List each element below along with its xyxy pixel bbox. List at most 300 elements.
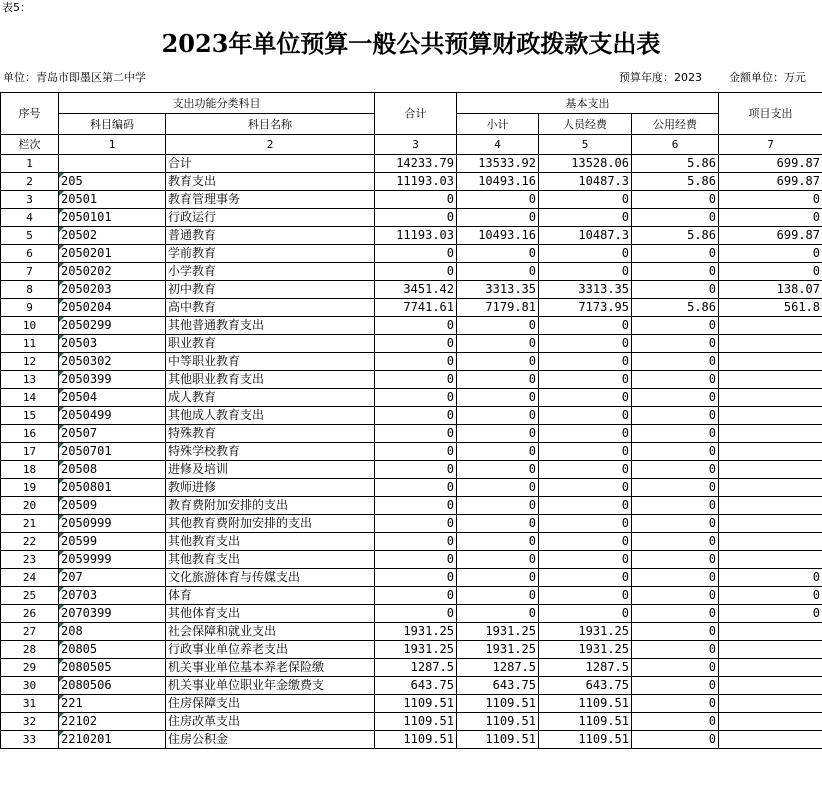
row-name: 合计 — [166, 155, 375, 173]
table-row — [1, 731, 822, 749]
row-seq: 3 — [1, 191, 59, 209]
table-row — [1, 155, 822, 173]
row-total: 0 — [375, 263, 457, 281]
row-total: 7741.61 — [375, 299, 457, 317]
row-total: 1109.51 — [375, 695, 457, 713]
row-subtotal: 1931.25 — [457, 641, 539, 659]
row-project: 0 — [719, 191, 822, 209]
row-seq: 7 — [1, 263, 59, 281]
row-project — [719, 461, 822, 479]
row-name: 其他普通教育支出 — [166, 317, 375, 335]
row-personnel: 0 — [539, 461, 632, 479]
row-seq: 16 — [1, 425, 59, 443]
expenditure-table — [0, 92, 822, 749]
row-name: 学前教育 — [166, 245, 375, 263]
table-row — [1, 281, 822, 299]
header-func-group: 支出功能分类科目 — [59, 93, 375, 114]
row-code: 2050204 — [59, 299, 166, 317]
row-code: 2050202 — [59, 263, 166, 281]
row-seq: 32 — [1, 713, 59, 731]
row-code: 2050499 — [59, 407, 166, 425]
row-total: 14233.79 — [375, 155, 457, 173]
table-row — [1, 659, 822, 677]
row-code: 2050203 — [59, 281, 166, 299]
row-total: 1931.25 — [375, 623, 457, 641]
table-row — [1, 263, 822, 281]
row-subtotal: 0 — [457, 605, 539, 623]
row-name: 中等职业教育 — [166, 353, 375, 371]
row-seq: 23 — [1, 551, 59, 569]
page-title: 2023年单位预算一般公共预算财政拨款支出表 — [161, 29, 661, 58]
row-subtotal: 0 — [457, 335, 539, 353]
row-code: 20509 — [59, 497, 166, 515]
row-public: 5.86 — [632, 299, 719, 317]
row-seq: 33 — [1, 731, 59, 749]
row-name: 其他成人教育支出 — [166, 407, 375, 425]
header-subtotal: 小计 — [457, 114, 539, 135]
row-total: 0 — [375, 353, 457, 371]
row-personnel: 0 — [539, 389, 632, 407]
row-project — [719, 497, 822, 515]
row-seq: 2 — [1, 173, 59, 191]
row-public: 5.86 — [632, 227, 719, 245]
table-row — [1, 677, 822, 695]
row-total: 0 — [375, 389, 457, 407]
row-name: 特殊学校教育 — [166, 443, 375, 461]
row-name: 教育支出 — [166, 173, 375, 191]
row-personnel: 0 — [539, 551, 632, 569]
row-name: 成人教育 — [166, 389, 375, 407]
row-total: 0 — [375, 551, 457, 569]
row-total: 11193.03 — [375, 173, 457, 191]
row-seq: 13 — [1, 371, 59, 389]
row-code: 2050801 — [59, 479, 166, 497]
row-total: 0 — [375, 497, 457, 515]
row-seq: 24 — [1, 569, 59, 587]
table-body — [1, 155, 822, 749]
row-code: 20507 — [59, 425, 166, 443]
row-subtotal: 0 — [457, 443, 539, 461]
row-public: 0 — [632, 407, 719, 425]
row-personnel: 7173.95 — [539, 299, 632, 317]
table-row — [1, 515, 822, 533]
row-subtotal: 0 — [457, 371, 539, 389]
row-project — [719, 335, 822, 353]
row-code: 207 — [59, 569, 166, 587]
row-public: 0 — [632, 677, 719, 695]
row-code: 20502 — [59, 227, 166, 245]
col-index-5: 5 — [539, 135, 632, 155]
row-personnel: 1109.51 — [539, 731, 632, 749]
row-code — [59, 155, 166, 173]
row-project: 0 — [719, 263, 822, 281]
col-index-2: 2 — [166, 135, 375, 155]
row-seq: 17 — [1, 443, 59, 461]
row-code: 20503 — [59, 335, 166, 353]
row-name: 其他教育支出 — [166, 533, 375, 551]
row-subtotal: 1109.51 — [457, 695, 539, 713]
row-public: 0 — [632, 587, 719, 605]
row-project — [719, 533, 822, 551]
col-index-7: 7 — [719, 135, 822, 155]
col-index-3: 3 — [375, 135, 457, 155]
row-project: 138.07 — [719, 281, 822, 299]
row-code: 208 — [59, 623, 166, 641]
row-subtotal: 0 — [457, 461, 539, 479]
table-row — [1, 353, 822, 371]
row-code: 2080505 — [59, 659, 166, 677]
row-total: 0 — [375, 425, 457, 443]
row-public: 5.86 — [632, 173, 719, 191]
row-seq: 20 — [1, 497, 59, 515]
row-subtotal: 1109.51 — [457, 713, 539, 731]
table-row — [1, 641, 822, 659]
table-row — [1, 425, 822, 443]
row-code: 2050201 — [59, 245, 166, 263]
row-subtotal: 0 — [457, 533, 539, 551]
row-name: 职业教育 — [166, 335, 375, 353]
row-total: 0 — [375, 245, 457, 263]
row-public: 0 — [632, 461, 719, 479]
row-public: 0 — [632, 263, 719, 281]
row-public: 0 — [632, 209, 719, 227]
row-name: 社会保障和就业支出 — [166, 623, 375, 641]
table-row — [1, 335, 822, 353]
budget-year-label: 预算年度：2023 — [619, 71, 702, 84]
row-total: 1287.5 — [375, 659, 457, 677]
row-public: 0 — [632, 551, 719, 569]
row-total: 0 — [375, 569, 457, 587]
row-subtotal: 1109.51 — [457, 731, 539, 749]
table-row — [1, 461, 822, 479]
row-name: 小学教育 — [166, 263, 375, 281]
row-project: 0 — [719, 587, 822, 605]
row-public: 0 — [632, 425, 719, 443]
row-personnel: 0 — [539, 425, 632, 443]
row-project: 699.87 — [719, 173, 822, 191]
row-public: 0 — [632, 191, 719, 209]
row-project — [719, 425, 822, 443]
row-seq: 4 — [1, 209, 59, 227]
col-index-1: 1 — [59, 135, 166, 155]
table-row — [1, 389, 822, 407]
row-name: 行政事业单位养老支出 — [166, 641, 375, 659]
row-project — [719, 551, 822, 569]
row-subtotal: 643.75 — [457, 677, 539, 695]
table-row — [1, 191, 822, 209]
table-row — [1, 245, 822, 263]
col-index-6: 6 — [632, 135, 719, 155]
row-personnel: 0 — [539, 515, 632, 533]
row-personnel: 0 — [539, 335, 632, 353]
sheet-tag: 表5： — [2, 1, 31, 14]
row-public: 0 — [632, 623, 719, 641]
row-personnel: 0 — [539, 497, 632, 515]
row-subtotal: 0 — [457, 587, 539, 605]
row-subtotal: 0 — [457, 389, 539, 407]
row-total: 1109.51 — [375, 731, 457, 749]
row-code: 2050999 — [59, 515, 166, 533]
row-subtotal: 0 — [457, 245, 539, 263]
row-total: 1109.51 — [375, 713, 457, 731]
row-name: 特殊教育 — [166, 425, 375, 443]
row-public: 0 — [632, 245, 719, 263]
row-project — [719, 659, 822, 677]
col-index-4: 4 — [457, 135, 539, 155]
row-personnel: 10487.3 — [539, 173, 632, 191]
row-personnel: 643.75 — [539, 677, 632, 695]
row-personnel: 0 — [539, 191, 632, 209]
row-seq: 21 — [1, 515, 59, 533]
row-project: 699.87 — [719, 155, 822, 173]
row-name: 进修及培训 — [166, 461, 375, 479]
row-public: 0 — [632, 335, 719, 353]
table-row — [1, 443, 822, 461]
row-seq: 6 — [1, 245, 59, 263]
row-public: 0 — [632, 443, 719, 461]
table-row — [1, 479, 822, 497]
row-name: 其他职业教育支出 — [166, 371, 375, 389]
row-project: 0 — [719, 245, 822, 263]
row-total: 0 — [375, 317, 457, 335]
row-code: 20805 — [59, 641, 166, 659]
row-name: 住房改革支出 — [166, 713, 375, 731]
row-seq: 28 — [1, 641, 59, 659]
row-seq: 15 — [1, 407, 59, 425]
row-code: 2050399 — [59, 371, 166, 389]
row-seq: 22 — [1, 533, 59, 551]
row-subtotal: 0 — [457, 551, 539, 569]
row-project — [719, 677, 822, 695]
row-project — [719, 407, 822, 425]
row-name: 行政运行 — [166, 209, 375, 227]
row-subtotal: 0 — [457, 425, 539, 443]
row-name: 教育管理事务 — [166, 191, 375, 209]
row-personnel: 0 — [539, 587, 632, 605]
row-code: 20504 — [59, 389, 166, 407]
row-code: 2050299 — [59, 317, 166, 335]
table-row — [1, 227, 822, 245]
row-project — [719, 713, 822, 731]
row-seq: 11 — [1, 335, 59, 353]
row-project — [719, 479, 822, 497]
row-public: 0 — [632, 497, 719, 515]
row-total: 0 — [375, 371, 457, 389]
table-row — [1, 551, 822, 569]
row-project: 0 — [719, 569, 822, 587]
row-seq: 31 — [1, 695, 59, 713]
row-seq: 25 — [1, 587, 59, 605]
row-personnel: 13528.06 — [539, 155, 632, 173]
header-code: 科目编码 — [59, 114, 166, 135]
row-personnel: 3313.35 — [539, 281, 632, 299]
row-project — [719, 353, 822, 371]
row-personnel: 1287.5 — [539, 659, 632, 677]
header-seq: 序号 — [1, 93, 59, 135]
row-total: 0 — [375, 407, 457, 425]
row-seq: 12 — [1, 353, 59, 371]
row-public: 0 — [632, 695, 719, 713]
table-row — [1, 533, 822, 551]
row-project — [719, 443, 822, 461]
row-personnel: 0 — [539, 371, 632, 389]
row-name: 文化旅游体育与传媒支出 — [166, 569, 375, 587]
row-seq: 5 — [1, 227, 59, 245]
row-subtotal: 0 — [457, 191, 539, 209]
table-row — [1, 371, 822, 389]
row-subtotal: 0 — [457, 407, 539, 425]
money-unit-label: 金额单位：万元 — [729, 71, 806, 84]
row-code: 2080506 — [59, 677, 166, 695]
row-project — [719, 623, 822, 641]
row-total: 1931.25 — [375, 641, 457, 659]
row-name: 初中教育 — [166, 281, 375, 299]
row-project — [719, 731, 822, 749]
row-subtotal: 0 — [457, 569, 539, 587]
row-total: 0 — [375, 605, 457, 623]
row-project: 0 — [719, 605, 822, 623]
row-public: 0 — [632, 659, 719, 677]
row-seq: 27 — [1, 623, 59, 641]
row-personnel: 0 — [539, 443, 632, 461]
row-subtotal: 10493.16 — [457, 173, 539, 191]
row-name: 住房公积金 — [166, 731, 375, 749]
row-seq: 29 — [1, 659, 59, 677]
unit-label: 单位：青岛市即墨区第二中学 — [3, 71, 146, 84]
table-row — [1, 605, 822, 623]
row-code: 20703 — [59, 587, 166, 605]
row-name: 住房保障支出 — [166, 695, 375, 713]
row-name: 教育费附加安排的支出 — [166, 497, 375, 515]
row-personnel: 1931.25 — [539, 623, 632, 641]
row-subtotal: 0 — [457, 515, 539, 533]
row-public: 5.86 — [632, 155, 719, 173]
row-total: 11193.03 — [375, 227, 457, 245]
row-total: 0 — [375, 443, 457, 461]
row-public: 0 — [632, 281, 719, 299]
row-personnel: 0 — [539, 263, 632, 281]
row-name: 高中教育 — [166, 299, 375, 317]
header-total: 合计 — [375, 93, 457, 135]
row-code: 2059999 — [59, 551, 166, 569]
row-subtotal: 3313.35 — [457, 281, 539, 299]
row-code: 20599 — [59, 533, 166, 551]
row-personnel: 0 — [539, 317, 632, 335]
row-total: 643.75 — [375, 677, 457, 695]
row-name: 机关事业单位职业年金缴费支 — [166, 677, 375, 695]
table-row — [1, 695, 822, 713]
row-seq: 30 — [1, 677, 59, 695]
row-project: 699.87 — [719, 227, 822, 245]
row-subtotal: 1931.25 — [457, 623, 539, 641]
row-personnel: 0 — [539, 407, 632, 425]
row-subtotal: 0 — [457, 353, 539, 371]
row-code: 2070399 — [59, 605, 166, 623]
row-project — [719, 389, 822, 407]
row-public: 0 — [632, 605, 719, 623]
row-seq: 14 — [1, 389, 59, 407]
row-code: 2210201 — [59, 731, 166, 749]
row-personnel: 0 — [539, 245, 632, 263]
row-public: 0 — [632, 533, 719, 551]
table-row — [1, 569, 822, 587]
table-row — [1, 713, 822, 731]
row-total: 0 — [375, 209, 457, 227]
row-project: 0 — [719, 209, 822, 227]
row-code: 2050302 — [59, 353, 166, 371]
table-row — [1, 587, 822, 605]
row-seq: 19 — [1, 479, 59, 497]
row-subtotal: 10493.16 — [457, 227, 539, 245]
col-index-label: 栏次 — [1, 135, 59, 155]
row-name: 其他教育费附加安排的支出 — [166, 515, 375, 533]
row-public: 0 — [632, 389, 719, 407]
header-basic: 基本支出 — [457, 93, 719, 114]
row-seq: 18 — [1, 461, 59, 479]
row-subtotal: 0 — [457, 479, 539, 497]
header-project: 项目支出 — [719, 93, 822, 135]
row-subtotal: 0 — [457, 263, 539, 281]
row-seq: 10 — [1, 317, 59, 335]
row-name: 体育 — [166, 587, 375, 605]
row-personnel: 0 — [539, 209, 632, 227]
row-project — [719, 317, 822, 335]
table-row — [1, 209, 822, 227]
row-personnel: 10487.3 — [539, 227, 632, 245]
row-public: 0 — [632, 713, 719, 731]
row-code: 20501 — [59, 191, 166, 209]
row-public: 0 — [632, 515, 719, 533]
row-name: 其他体育支出 — [166, 605, 375, 623]
row-project — [719, 371, 822, 389]
row-code: 221 — [59, 695, 166, 713]
row-personnel: 0 — [539, 479, 632, 497]
row-subtotal: 7179.81 — [457, 299, 539, 317]
row-name: 教师进修 — [166, 479, 375, 497]
row-public: 0 — [632, 371, 719, 389]
row-public: 0 — [632, 641, 719, 659]
row-subtotal: 0 — [457, 317, 539, 335]
table-row — [1, 173, 822, 191]
table-row — [1, 623, 822, 641]
table-row — [1, 317, 822, 335]
row-code: 20508 — [59, 461, 166, 479]
row-code: 205 — [59, 173, 166, 191]
table-row — [1, 299, 822, 317]
row-total: 0 — [375, 461, 457, 479]
row-seq: 1 — [1, 155, 59, 173]
row-subtotal: 0 — [457, 497, 539, 515]
row-personnel: 0 — [539, 353, 632, 371]
row-name: 机关事业单位基本养老保险缴 — [166, 659, 375, 677]
row-public: 0 — [632, 569, 719, 587]
row-personnel: 1109.51 — [539, 695, 632, 713]
row-project — [719, 641, 822, 659]
row-public: 0 — [632, 317, 719, 335]
row-seq: 8 — [1, 281, 59, 299]
row-public: 0 — [632, 353, 719, 371]
row-personnel: 0 — [539, 569, 632, 587]
row-project: 561.8 — [719, 299, 822, 317]
row-seq: 26 — [1, 605, 59, 623]
row-total: 0 — [375, 587, 457, 605]
row-code: 22102 — [59, 713, 166, 731]
row-total: 0 — [375, 533, 457, 551]
row-total: 0 — [375, 335, 457, 353]
row-personnel: 1931.25 — [539, 641, 632, 659]
row-total: 0 — [375, 191, 457, 209]
row-personnel: 0 — [539, 605, 632, 623]
